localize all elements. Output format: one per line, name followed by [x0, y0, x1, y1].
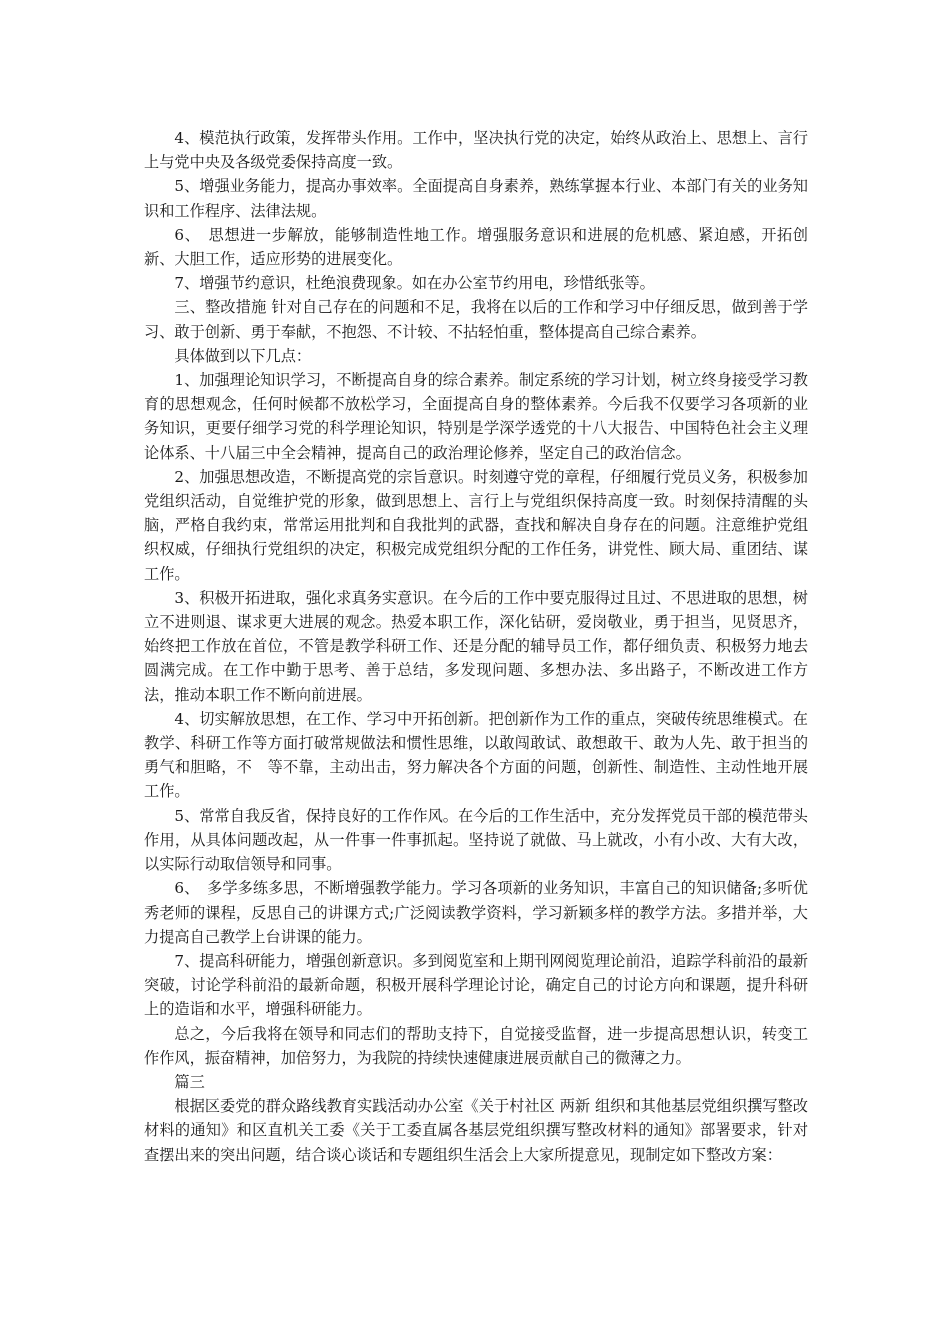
paragraph: 6、 多学多练多思，不断增强教学能力。学习各项新的业务知识，丰富自己的知识储备;多听优秀老师的课程，反思自己的讲课方式;广泛阅读教学资料，学习新颖多样的教学方法。多措并举，大力提高自己教学上台讲课的能力。: [144, 879, 808, 946]
paragraph: 三、整改措施 针对自己存在的问题和不足，我将在以后的工作和学习中仔细反思，做到善于学习、敢于创新、勇于奉献，不抱怨、不计较、不拈轻怕重，整体提高自己综合素养。: [144, 298, 808, 341]
paragraph: 3、积极开拓进取，强化求真务实意识。在今后的工作中要克服得过且过、不思进取的思想，树立不进则退、谋求更大进展的观念。热爱本职工作，深化钻研，爱岗敬业，勇于担当，见贤思齐，始终把工作放在首位，不管是教学科研工作、还是分配的辅导员工作，都仔细负责、积极努力地去圆满完成。在工作中勤于思考、善于总结，多发现问题、多想办法、多出路子，不断改进工作方法，推动本职工作不断向前进展。: [144, 588, 808, 704]
paragraph: 根据区委党的群众路线教育实践活动办公室《关于村社区 两新 组织和其他基层党组织撰写整改材料的通知》和区直机关工委《关于工委直属各基层党组织撰写整改材料的通知》部署要求，针对查摆出来的突出问题，结合谈心谈话和专题组织生活会上大家所提意见，现制定如下整改方案：: [144, 1097, 808, 1164]
paragraph: 2、加强思想改造，不断提高党的宗旨意识。时刻遵守党的章程，仔细履行党员义务，积极参加党组织活动，自觉维护党的形象，做到思想上、言行上与党组织保持高度一致。时刻保持清醒的头脑，严格自我约束，常常运用批判和自我批判的武器，查找和解决自身存在的问题。注意维护党组织权威，仔细执行党组织的决定，积极完成党组织分配的工作任务，讲党性、顾大局、重团结、谋工作。: [144, 467, 808, 583]
section-heading: 篇三: [174, 1072, 205, 1091]
paragraph: 4、模范执行政策，发挥带头作用。工作中，坚决执行党的决定，始终从政治上、思想上、言行上与党中央及各级党委保持高度一致。: [144, 129, 808, 172]
paragraph: 总之，今后我将在领导和同志们的帮助支持下，自觉接受监督，进一步提高思想认识，转变工作作风，振奋精神，加倍努力，为我院的持续快速健康进展贡献自己的微薄之力。: [144, 1024, 808, 1067]
paragraph: 4、切实解放思想，在工作、学习中开拓创新。把创新作为工作的重点，突破传统思维模式。在教学、科研工作等方面打破常规做法和惯性思维，以敢闯敢试、敢想敢干、敢为人先、敢于担当的勇气和胆略，不 等不靠，主动出击，努力解决各个方面的问题，创新性、制造性、主动性地开展工作。: [144, 709, 808, 801]
paragraph: 1、加强理论知识学习，不断提高自身的综合素养。制定系统的学习计划，树立终身接受学习教育的思想观念，任何时候都不放松学习，全面提高自身的整体素养。今后我不仅要学习各项新的业务知识，更要仔细学习党的科学理论知识，特别是学深学透党的十八大报告、中国特色社会主义理论体系、十八届三中全会精神，提高自己的政治理论修养，坚定自己的政治信念。: [144, 371, 808, 462]
paragraph: 5、增强业务能力，提高办事效率。全面提高自身素养，熟练掌握本行业、本部门有关的业务知识和工作程序、法律法规。: [144, 177, 808, 220]
paragraph: 7、增强节约意识，杜绝浪费现象。如在办公室节约用电，珍惜纸张等。: [174, 274, 655, 293]
paragraph: 具体做到以下几点：: [174, 346, 312, 365]
paragraph: 5、常常自我反省，保持良好的工作作风。在今后的工作生活中，充分发挥党员干部的模范带头作用，从具体问题改起，从一件事一件事抓起。坚持说了就做、马上就改，小有小改、大有大改，以实际行动取信领导和同事。: [144, 806, 808, 874]
paragraph: 6、 思想进一步解放，能够制造性地工作。增强服务意识和进展的危机感、紧迫感，开拓创新、大胆工作，适应形势的进展变化。: [144, 225, 808, 269]
document-body: [144, 126, 808, 1167]
paragraph: 7、提高科研能力，增强创新意识。多到阅览室和上期刊网阅览理论前沿，追踪学科前沿的最新突破，讨论学科前沿的最新命题，积极开展科学理论讨论，确定自己的讨论方向和课题，提升科研上的造诣和水平，增强科研能力。: [144, 951, 808, 1019]
